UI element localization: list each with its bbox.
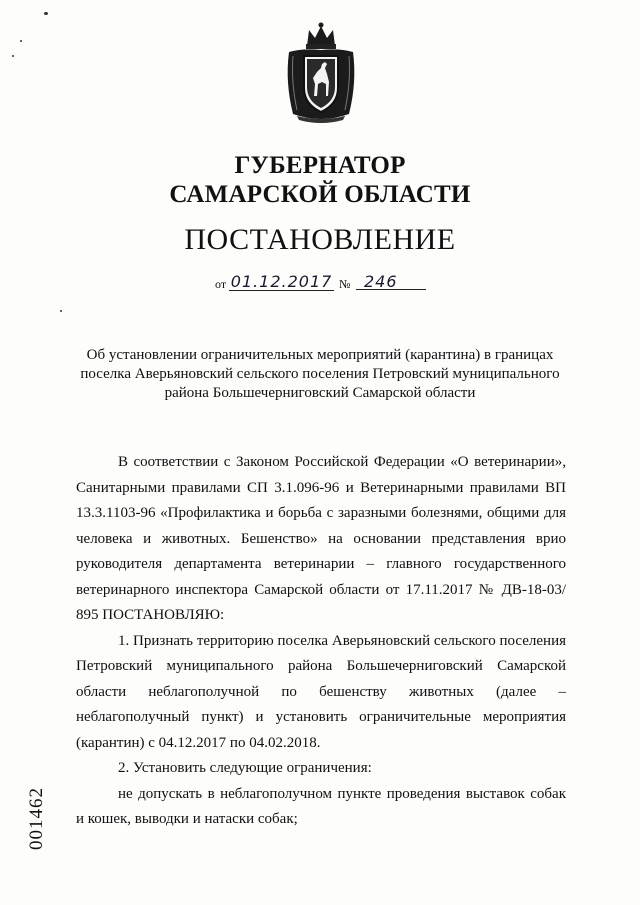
issuer-line-1: ГУБЕРНАТОР [234, 152, 406, 179]
paragraph-preamble: В соответствии с Законом Российской Федерации «О ветеринарии», Санитарными правилами СП 3.1.096-96 и Ветеринарными правилами ВП 13.3.1103-96 «Профилактика и борьба с заразными болезнями, общими для человека и животных. Бешенство» на основании представления врио руководителя департамента ветеринарии – главного государственного ветеринарного инспектора Самарской области от 17.11.2017 № ДВ-18-03/ 895 ПОСТАНОВЛЯЮ: [76, 454, 566, 623]
document-number: 246 [356, 272, 426, 290]
document-type: ПОСТАНОВЛЕНИЕ [184, 223, 456, 256]
registration-number: 001462 [26, 787, 47, 850]
scan-speck [60, 310, 62, 312]
scan-speck [20, 40, 22, 42]
document-body [76, 450, 566, 833]
document-subject: Об установлении ограничительных мероприятий (карантина) в границах поселка Аверьяновский сельского поселения Петровский муниципального района Большечерниговский Самарской области [80, 347, 560, 401]
dateline [0, 272, 640, 298]
document-date: 01.12.2017 [230, 272, 333, 291]
coat-of-arms-icon [283, 22, 359, 126]
paragraph-restriction: не допускать в неблагополучном пункте проведения выставок собак и кошек, выводки и натаски собак; [76, 785, 566, 827]
paragraph-item-2: 2. Установить следующие ограничения: [118, 760, 372, 776]
date-label: от [215, 277, 227, 291]
issuer-line-2: САМАРСКОЙ ОБЛАСТИ [169, 181, 471, 208]
scan-speck [44, 12, 48, 15]
paragraph-item-1: 1. Признать территорию поселка Аверьяновский сельского поселения Петровский муниципального района Большечерниговский Самарской области неблагополучной по бешенству животных (далее – неблагополучный пункт) и установить ограничительные мероприятия (карантин) с 04.12.2017 по 04.02.2018. [76, 632, 566, 751]
number-label: № [339, 277, 351, 291]
scan-speck [12, 55, 14, 57]
